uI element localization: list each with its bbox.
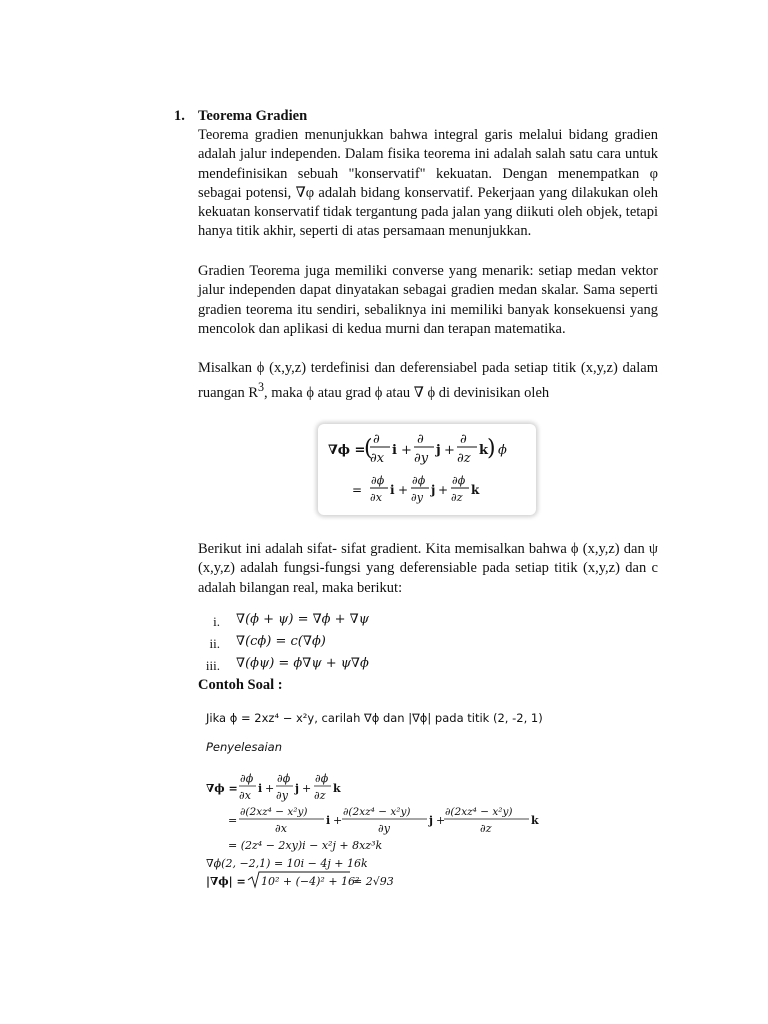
definition-intro-text-a: Misalkan ϕ (x,y,z) terdefinisi dan deferensiabel pada setiap titik (x,y,z) dalam ruangan R xyxy=(198,360,658,402)
properties-list xyxy=(198,612,498,678)
dx-2: ∂x xyxy=(370,491,382,504)
s1-k: k xyxy=(333,782,341,795)
step2-eq: = xyxy=(228,814,238,827)
property-formula: ∇(ϕ + ψ) = ∇ϕ + ∇ψ xyxy=(236,612,369,627)
property-item xyxy=(198,656,498,678)
plus-3: + xyxy=(398,483,409,497)
section-heading xyxy=(174,108,307,125)
partial-x: ∂x xyxy=(370,451,385,466)
s2-k: k xyxy=(531,814,539,827)
s1-i: i xyxy=(258,782,263,795)
property-item xyxy=(198,612,498,634)
dphi-1: ∂ϕ xyxy=(371,474,385,487)
paragraph-properties-intro: Berikut ini adalah sifat- sifat gradient. Kita memisalkan bahwa ϕ (x,y,z) dan ψ (x,y,z) adalah fungsi-fungsi yang deferensiable pada setiap titik (x,y,z) dan c adalah bilangan real, maka berikut: xyxy=(198,541,658,596)
plus-1: + xyxy=(401,443,412,458)
s2-dx: ∂x xyxy=(275,822,287,835)
s2-i: i xyxy=(326,814,331,827)
s2-num-2: ∂(2xz⁴ − x²y) xyxy=(343,806,411,818)
property-numeral: ii. xyxy=(209,636,220,651)
s2-plus-1: + xyxy=(333,814,343,827)
unit-j-2: j xyxy=(431,483,436,497)
paragraph-gradient-theorem: Teorema gradien menunjukkan bahwa integral garis melalui bidang gradien adalah jalur independen. Dalam fisika teorema ini adalah salah satu cara untuk mendefinisikan sebuah "konservatif" kekuatan. Dengan menempatkan φ sebagai potensi, ∇φ adalah bidang konservatif. Pekerjaan yang dilakukan oleh kekuatan konservatif tidak tergantung pada jalan yang diikuti oleh objek, tetapi hanya titik akhir, seperti di atas persamaan menunjukkan. xyxy=(198,127,658,240)
dphi-2: ∂ϕ xyxy=(412,474,426,487)
right-paren: ) xyxy=(487,436,496,461)
s1-j: j xyxy=(295,782,299,795)
s2-num-3: ∂(2xz⁴ − x²y) xyxy=(445,806,513,818)
def-line1-lhs: ∇ϕ = xyxy=(328,443,366,458)
paragraph-definition-intro xyxy=(198,359,658,403)
s1-dphi-2: ∂ϕ xyxy=(277,772,291,785)
property-formula: ∇(ϕψ) = ϕ∇ψ + ψ∇ϕ xyxy=(236,656,369,671)
partial-2: ∂ xyxy=(417,432,424,447)
def-line1-phi: ϕ xyxy=(498,443,507,458)
unit-k-2: k xyxy=(471,483,480,497)
s1-dx: ∂x xyxy=(239,789,251,802)
dy-2: ∂y xyxy=(411,491,423,504)
step1-lhs: ∇ϕ = xyxy=(206,782,238,795)
s1-dz: ∂z xyxy=(314,789,326,802)
section-number: 1. xyxy=(174,108,185,124)
definition-intro-text-b: , maka ϕ atau grad ϕ atau ∇ ϕ di devinisikan oleh xyxy=(264,385,550,402)
s1-plus-2: + xyxy=(302,782,312,795)
property-item xyxy=(198,634,498,656)
plus-4: + xyxy=(438,483,449,497)
gradient-definition-image xyxy=(318,424,536,515)
partial-z: ∂z xyxy=(457,451,471,466)
s1-dy: ∂y xyxy=(276,789,288,802)
unit-i-1: i xyxy=(392,443,397,458)
property-numeral: iii. xyxy=(205,658,220,673)
partial-3: ∂ xyxy=(460,432,467,447)
paragraph-converse: Gradien Teorema juga memiliki converse yang menarik: setiap medan vektor jalur independen dapat dinyatakan sebagai gradien medan skalar. Sama seperti gradien teorema itu sendiri, sebaliknya ini memiliki banyak konsekuensi yang mencolok dan aplikasi di kedua murni dan terapan matematika. xyxy=(198,263,658,337)
property-formula: ∇(cϕ) = c(∇ϕ) xyxy=(236,634,326,649)
dphi-3: ∂ϕ xyxy=(452,474,466,487)
step5-rhs: = 2√93 xyxy=(353,875,394,888)
unit-k-1: k xyxy=(479,443,489,458)
left-paren: ( xyxy=(364,436,373,461)
step4: ∇ϕ(2, −2,1) = 10i − 4j + 16k xyxy=(206,857,368,870)
s2-plus-2: + xyxy=(436,814,446,827)
step5-lhs: |∇ϕ| = xyxy=(206,875,246,888)
def-line2-eq: = xyxy=(352,483,363,497)
section-title: Teorema Gradien xyxy=(198,108,308,124)
step3: = (2z⁴ − 2xy)i − x²j + 8xz³k xyxy=(228,839,383,852)
s2-dz: ∂z xyxy=(480,822,492,835)
s2-num-1: ∂(2xz⁴ − x²y) xyxy=(240,806,308,818)
example-solution-image xyxy=(198,700,558,895)
partial-1: ∂ xyxy=(373,432,380,447)
unit-i-2: i xyxy=(390,483,395,497)
s1-dphi-3: ∂ϕ xyxy=(315,772,329,785)
example-heading: Contoh Soal : xyxy=(198,677,283,693)
penyelesaian-label: Penyelesaian xyxy=(206,740,283,754)
property-numeral: i. xyxy=(213,614,220,629)
s2-j: j xyxy=(429,814,433,827)
s1-plus-1: + xyxy=(265,782,275,795)
s1-dphi-1: ∂ϕ xyxy=(240,772,254,785)
s2-dy: ∂y xyxy=(378,822,390,835)
partial-y: ∂y xyxy=(414,451,429,466)
step5-radicand: 10² + (−4)² + 16² xyxy=(261,875,360,888)
unit-j-1: j xyxy=(436,443,441,458)
plus-2: + xyxy=(444,443,455,458)
dz-2: ∂z xyxy=(451,491,463,504)
example-problem: Jika ϕ = 2xz⁴ − x²y, carilah ∇ϕ dan |∇ϕ| pada titik (2, -2, 1) xyxy=(206,711,543,725)
superscript-three: 3 xyxy=(258,380,265,395)
